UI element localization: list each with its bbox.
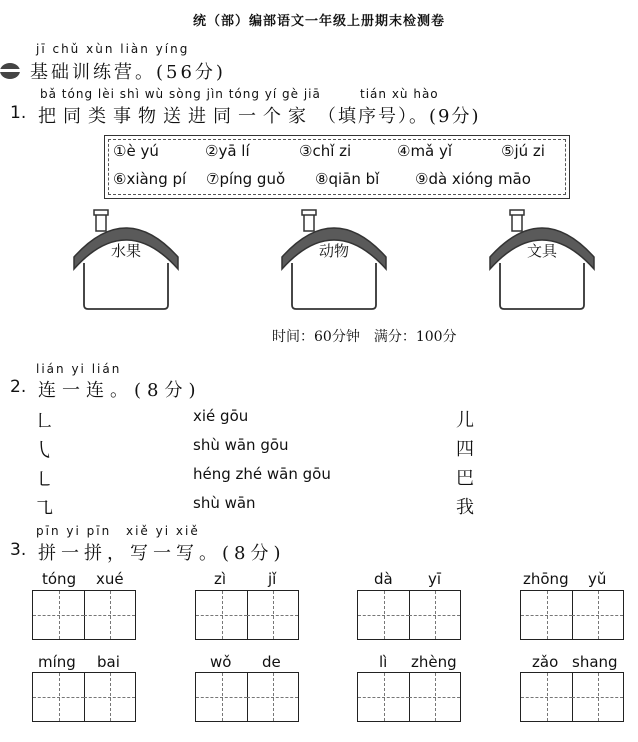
stroke-symbol: ㇗: [34, 409, 54, 433]
word-item: ⑥xiàng pí: [113, 170, 187, 188]
grid-pinyin: bai: [97, 653, 120, 671]
writing-grid[interactable]: [520, 672, 624, 722]
word-item: ③chǐ zi: [299, 142, 352, 160]
page-title: 统（部）编部语文一年级上册期末检测卷: [192, 14, 445, 29]
grid-pinyin: shang: [572, 653, 618, 671]
grid-pinyin: yǔ: [588, 570, 607, 588]
q1-pinyin: bǎ tóng lèi shì wù sòng jìn tóng yí gè jiā: [40, 87, 321, 101]
grid-pinyin: míng: [38, 653, 76, 671]
house-label-fruit: 水果: [110, 242, 141, 260]
grid-pinyin: tóng: [42, 570, 77, 588]
q3-number: 3.: [10, 540, 27, 560]
match-character: 巴: [456, 468, 474, 489]
writing-grid[interactable]: [195, 672, 299, 722]
word-item: ⑦píng guǒ: [206, 170, 286, 188]
house-label-stationery: 文具: [526, 242, 557, 260]
word-item: ⑧qiān bǐ: [315, 170, 380, 188]
grid-pinyin: zhèng: [411, 653, 457, 671]
section1-pinyin: jī chǔ xùn liàn yíng: [36, 42, 190, 56]
writing-grid[interactable]: [195, 590, 299, 640]
writing-grid[interactable]: [520, 590, 624, 640]
q3-pinyin-a: pīn yi pīn: [36, 524, 112, 538]
stroke-symbol: ㇂: [34, 438, 54, 462]
q1-extra: （填序号）。(9分): [318, 106, 481, 127]
writing-grid[interactable]: [357, 590, 461, 640]
writing-grid[interactable]: [32, 672, 136, 722]
section1-label: 基础训练营。(56分): [30, 62, 226, 83]
house-label-animal: 动物: [318, 242, 349, 260]
q1-extra-pinyin: tián xù hào: [360, 87, 439, 101]
stroke-name: shù wān: [193, 494, 256, 512]
word-bank-box: [104, 135, 570, 199]
q3-text: 拼一拼，写一写。(8分): [38, 543, 286, 564]
grid-pinyin: dà: [374, 570, 393, 588]
word-item: ④mǎ yǐ: [397, 142, 453, 160]
q3-pinyin-b: xiě yi xiě: [126, 524, 200, 538]
q2-number: 2.: [10, 377, 27, 397]
writing-grid[interactable]: [357, 672, 461, 722]
word-item: ①è yú: [113, 142, 159, 160]
grid-pinyin: xué: [96, 570, 124, 588]
grid-pinyin: jǐ: [268, 570, 277, 588]
stroke-name: xié gōu: [193, 407, 249, 425]
match-character: 四: [456, 439, 474, 460]
grid-pinyin: zì: [214, 570, 227, 588]
time-note: 时间：60分钟 满分：100分: [272, 329, 457, 345]
stroke-name: héng zhé wān gōu: [193, 465, 331, 483]
word-item: ⑨dà xióng māo: [415, 170, 531, 188]
q1-number: 1.: [10, 103, 27, 123]
grid-pinyin: zhōng: [523, 570, 569, 588]
stroke-symbol: ㇈: [34, 496, 54, 520]
writing-grid[interactable]: [32, 590, 136, 640]
grid-pinyin: lì: [379, 653, 388, 671]
word-item: ⑤jú zi: [501, 142, 545, 160]
q1-text: 把同类事物送进同一个家: [38, 106, 313, 127]
q2-pinyin: lián yi lián: [36, 362, 122, 376]
word-item: ②yā lí: [205, 142, 250, 160]
stroke-name: shù wān gōu: [193, 436, 289, 454]
grid-pinyin: zǎo: [532, 653, 559, 671]
grid-pinyin: de: [262, 653, 281, 671]
match-character: 我: [456, 497, 474, 518]
section-bullet-icon: [0, 59, 24, 83]
stroke-symbol: ㇄: [34, 467, 54, 491]
q2-text: 连一连。(8分): [38, 380, 202, 401]
grid-pinyin: yī: [428, 570, 442, 588]
match-character: 儿: [456, 410, 474, 431]
grid-pinyin: wǒ: [210, 653, 232, 671]
